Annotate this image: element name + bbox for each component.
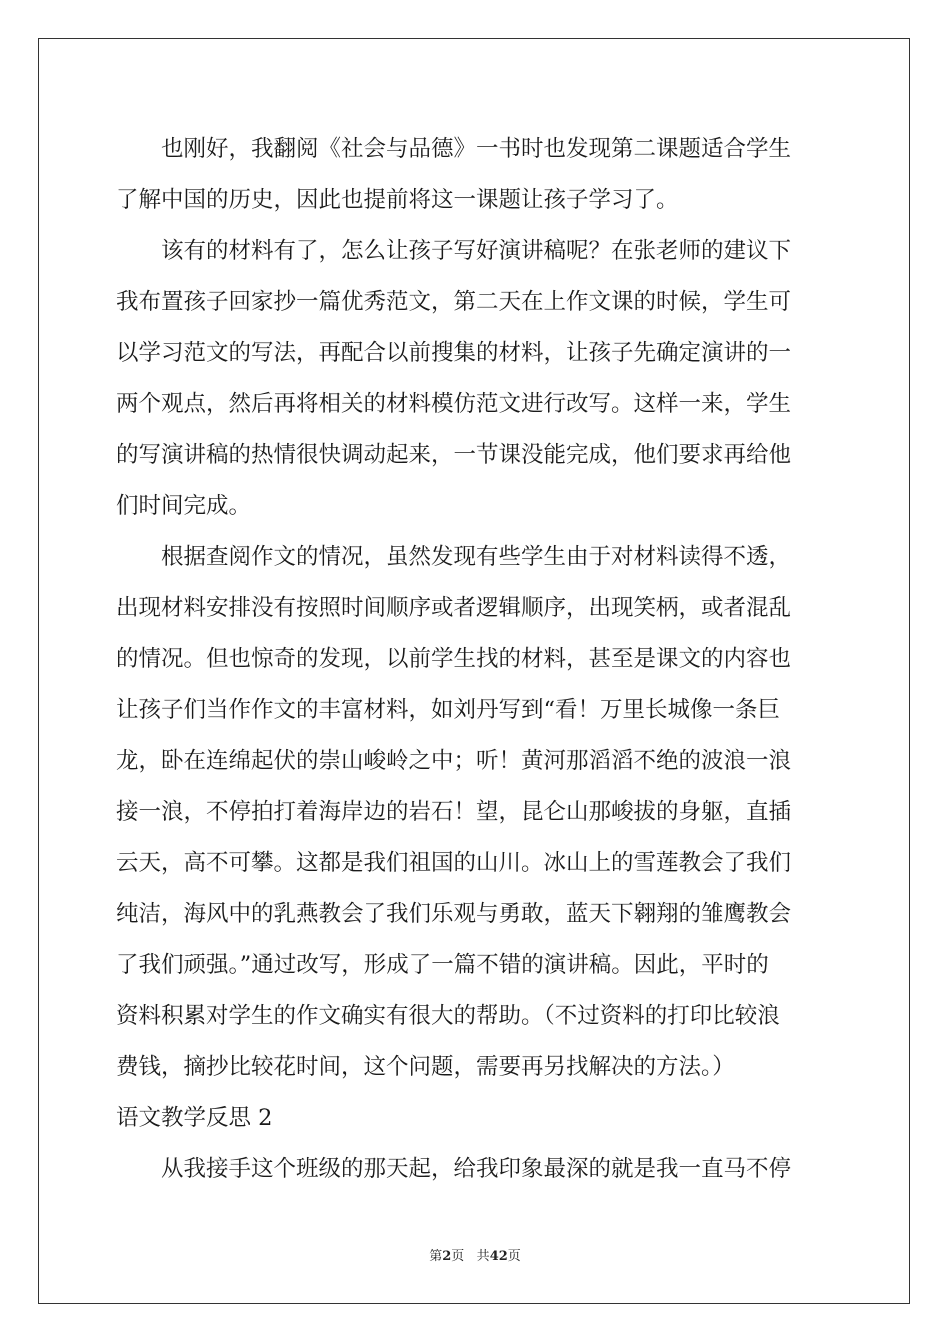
document-body: [116, 124, 834, 1195]
paragraph: [116, 1144, 834, 1195]
current-page-number: 2: [442, 1249, 452, 1264]
text-line: 们时间完成。: [116, 493, 252, 519]
text-line: 两个观点，然后再将相关的材料模仿范文进行改写。这样一来，学生: [116, 391, 792, 417]
paragraph: [116, 124, 834, 226]
text-line: 根据查阅作文的情况，虽然发现有些学生由于对材料读得不透，: [161, 544, 792, 570]
text-line: 从我接手这个班级的那天起，给我印象最深的就是我一直马不停: [161, 1156, 792, 1182]
text-line: 我布置孩子回家抄一篇优秀范文，第二天在上作文课的时候，学生可: [116, 289, 792, 315]
page-footer: [0, 1245, 950, 1264]
text-line: 也刚好，我翻阅《社会与品德》一书时也发现第二课题适合学生: [161, 136, 792, 162]
footer-page-unit: 页: [451, 1249, 465, 1264]
text-line: 了解中国的历史，因此也提前将这一课题让孩子学习了。: [116, 187, 679, 213]
text-line: 龙，卧在连绵起伏的崇山峻岭之中；听！黄河那滔滔不绝的波浪一浪: [116, 748, 792, 774]
text-line: 该有的材料有了，怎么让孩子写好演讲稿呢？在张老师的建议下: [161, 238, 792, 264]
paragraph: [116, 226, 834, 532]
text-line: 了我们顽强。”通过改写，形成了一篇不错的演讲稿。因此，平时的: [116, 952, 769, 978]
text-line: 纯洁，海风中的乳燕教会了我们乐观与勇敢，蓝天下翱翔的雏鹰教会: [116, 901, 792, 927]
footer-total-unit: 页: [507, 1249, 521, 1264]
text-line: 让孩子们当作作文的丰富材料，如刘丹写到“看！万里长城像一条巨: [116, 697, 781, 723]
paragraph: [116, 532, 834, 1093]
text-line: 接一浪，不停拍打着海岸边的岩石！望，昆仑山那峻拔的身躯，直插: [116, 799, 792, 825]
footer-total-prefix: 共: [476, 1249, 490, 1264]
section-heading-text: 语文教学反思 2: [116, 1105, 273, 1131]
section-heading: [116, 1093, 834, 1144]
text-line: 云天，高不可攀。这都是我们祖国的山川。冰山上的雪莲教会了我们: [116, 850, 792, 876]
text-line: 出现材料安排没有按照时间顺序或者逻辑顺序，出现笑柄，或者混乱: [116, 595, 792, 621]
text-line: 以学习范文的写法，再配合以前搜集的材料，让孩子先确定演讲的一: [116, 340, 792, 366]
footer-prefix: 第: [429, 1249, 443, 1264]
total-pages-number: 42: [489, 1249, 508, 1264]
text-line: 资料积累对学生的作文确实有很大的帮助。（不过资料的打印比较浪: [116, 1003, 780, 1029]
text-line: 费钱，摘抄比较花时间，这个问题，需要再另找解决的方法。）: [116, 1054, 735, 1080]
text-line: 的情况。但也惊奇的发现，以前学生找的材料，甚至是课文的内容也: [116, 646, 792, 672]
text-line: 的写演讲稿的热情很快调动起来，一节课没能完成，他们要求再给他: [116, 442, 792, 468]
